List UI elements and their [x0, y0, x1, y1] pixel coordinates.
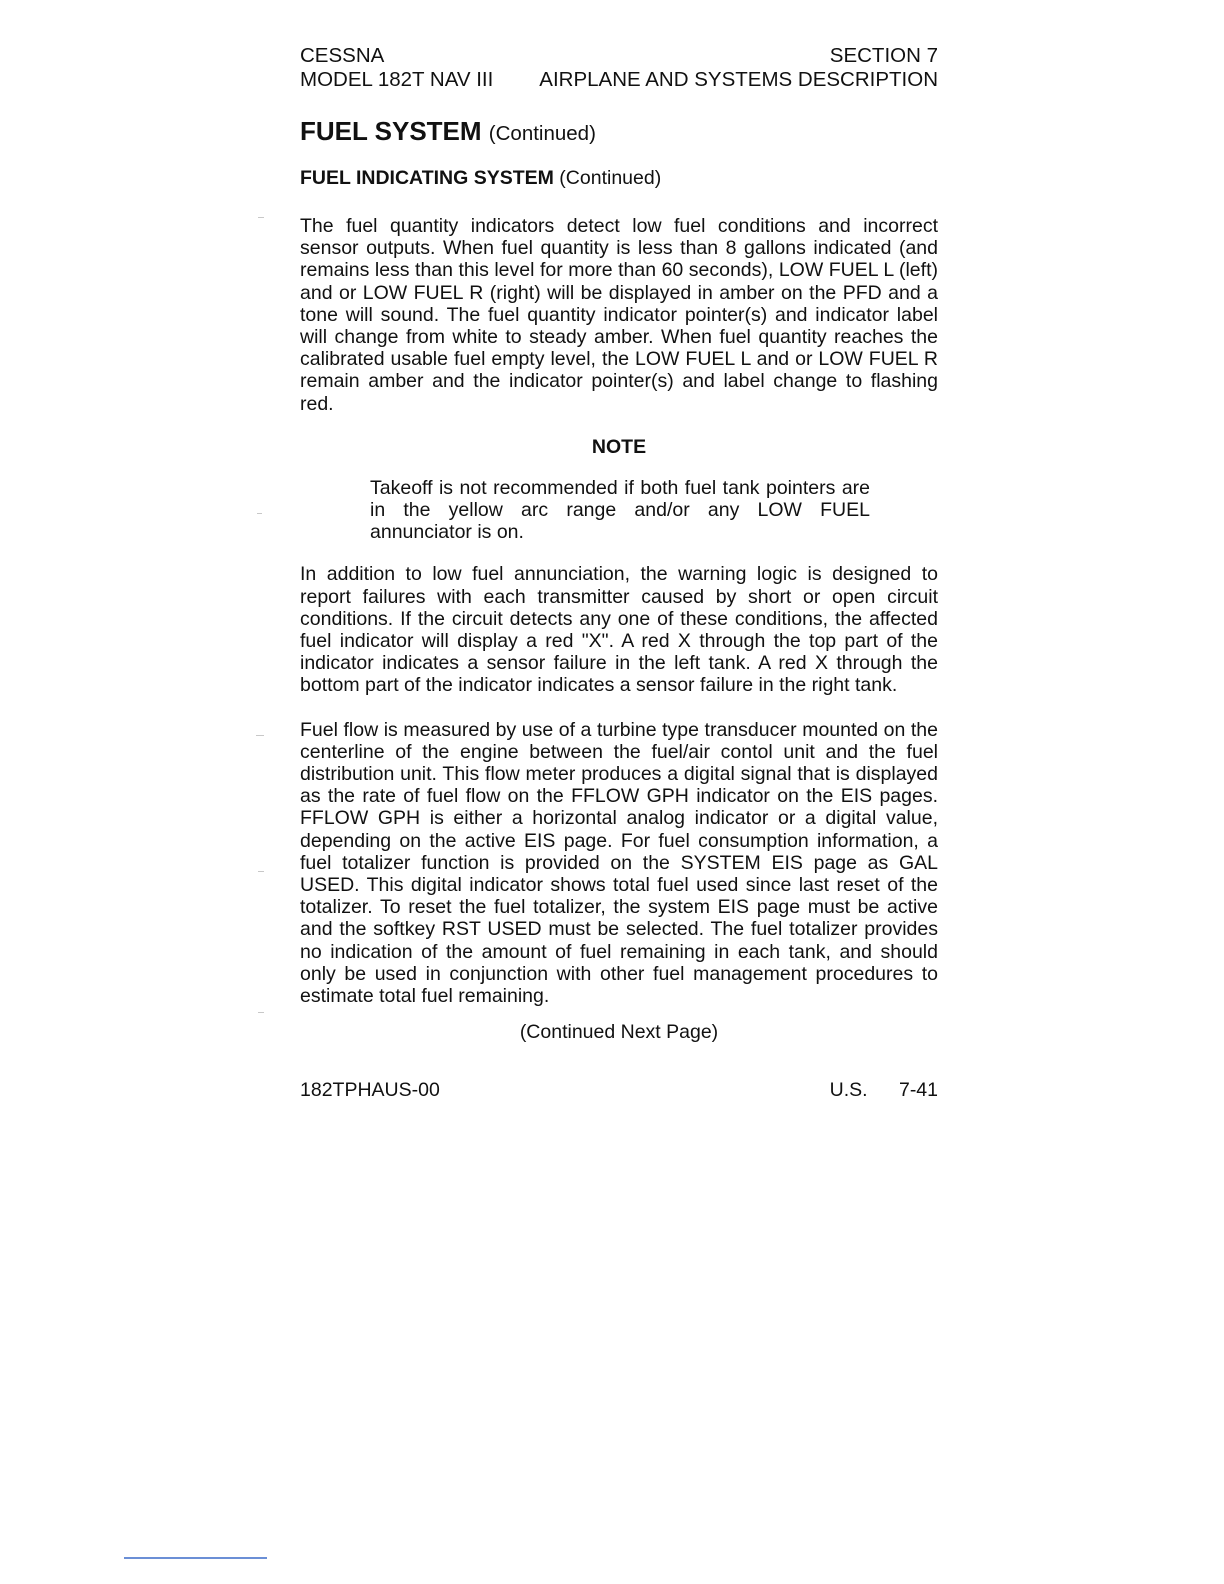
margin-mark	[258, 871, 264, 872]
subsection-title	[300, 165, 938, 191]
margin-mark	[257, 513, 262, 514]
section-title-continued: (Continued)	[488, 122, 596, 145]
header-row-2	[300, 68, 938, 92]
note-text: Takeoff is not recommended if both fuel tank pointers are in the yellow arc range and/or any LOW FUEL annunciator is on.	[370, 476, 870, 544]
footer-page-number: 7-41	[898, 1079, 938, 1102]
section-title-main: FUEL SYSTEM	[300, 116, 482, 146]
paragraph-fuel-flow: Fuel flow is measured by use of a turbine type transducer mounted on the centerline of the engine between the fuel/air contol unit and the fuel distribution unit. This flow meter produces a digital signal that is displayed as the rate of fuel flow on the FFLOW GPH indicator on the EIS pages. FFLOW GPH is either a horizontal analog indicator or a digital value, depending on the active EIS page. For fuel consumption information, a fuel totalizer function is provided on the SYSTEM EIS page as GAL USED. This digital indicator shows total fuel used since last reset of the totalizer. To reset the fuel totalizer, the system EIS page must be active and the softkey RST USED must be selected. The fuel totalizer provides no indication of the amount of fuel remaining in each tank, and should only be used in conjunction with other fuel management procedures to estimate total fuel remaining.	[300, 718, 938, 1008]
section-title	[300, 114, 938, 151]
margin-mark	[256, 735, 264, 736]
continued-next-page: (Continued Next Page)	[519, 1021, 719, 1044]
header-section: SECTION 7	[829, 44, 938, 67]
manual-page	[300, 44, 938, 1102]
header-row-1	[300, 44, 938, 68]
page-footer	[300, 1078, 938, 1102]
footer-doc-id: 182TPHAUS-00	[300, 1079, 440, 1102]
header-manufacturer: CESSNA	[300, 44, 385, 67]
header-section-title: AIRPLANE AND SYSTEMS DESCRIPTION	[539, 68, 938, 91]
footer-right	[830, 1078, 938, 1102]
paragraph-low-fuel-indication: The fuel quantity indicators detect low fuel conditions and incorrect sensor outputs. When fuel quantity is less than 8 gallons indicated (and remains less than this level for more than 60 seconds), LOW FUEL L (left) and or LOW FUEL R (right) will be displayed in amber on the PFD and a tone will sound. The fuel quantity indicator pointer(s) and indicator label will change from white to steady amber. When fuel quantity reaches the calibrated usable fuel empty level, the LOW FUEL L and or LOW FUEL R remain amber and the indicator pointer(s) and label change to flashing red.	[300, 215, 938, 415]
header-model: MODEL 182T NAV III	[300, 68, 494, 91]
paragraph-sensor-failure: In addition to low fuel annunciation, the warning logic is designed to report failures with each transmitter caused by short or open circuit conditions. If the circuit detects any one of these conditions, the affected fuel indicator will display a red "X". A red X through the top part of the indicator indicates a sensor failure in the left tank. A red X through the bottom part of the indicator indicates a sensor failure in the right tank.	[300, 563, 938, 697]
footer-region: U.S.	[829, 1079, 868, 1102]
subsection-title-main: FUEL INDICATING SYSTEM	[300, 167, 554, 189]
subsection-title-continued: (Continued)	[559, 167, 662, 189]
note-heading: NOTE	[591, 435, 647, 458]
margin-mark	[258, 1012, 264, 1013]
margin-mark	[258, 217, 264, 218]
bottom-rule	[124, 1557, 267, 1559]
